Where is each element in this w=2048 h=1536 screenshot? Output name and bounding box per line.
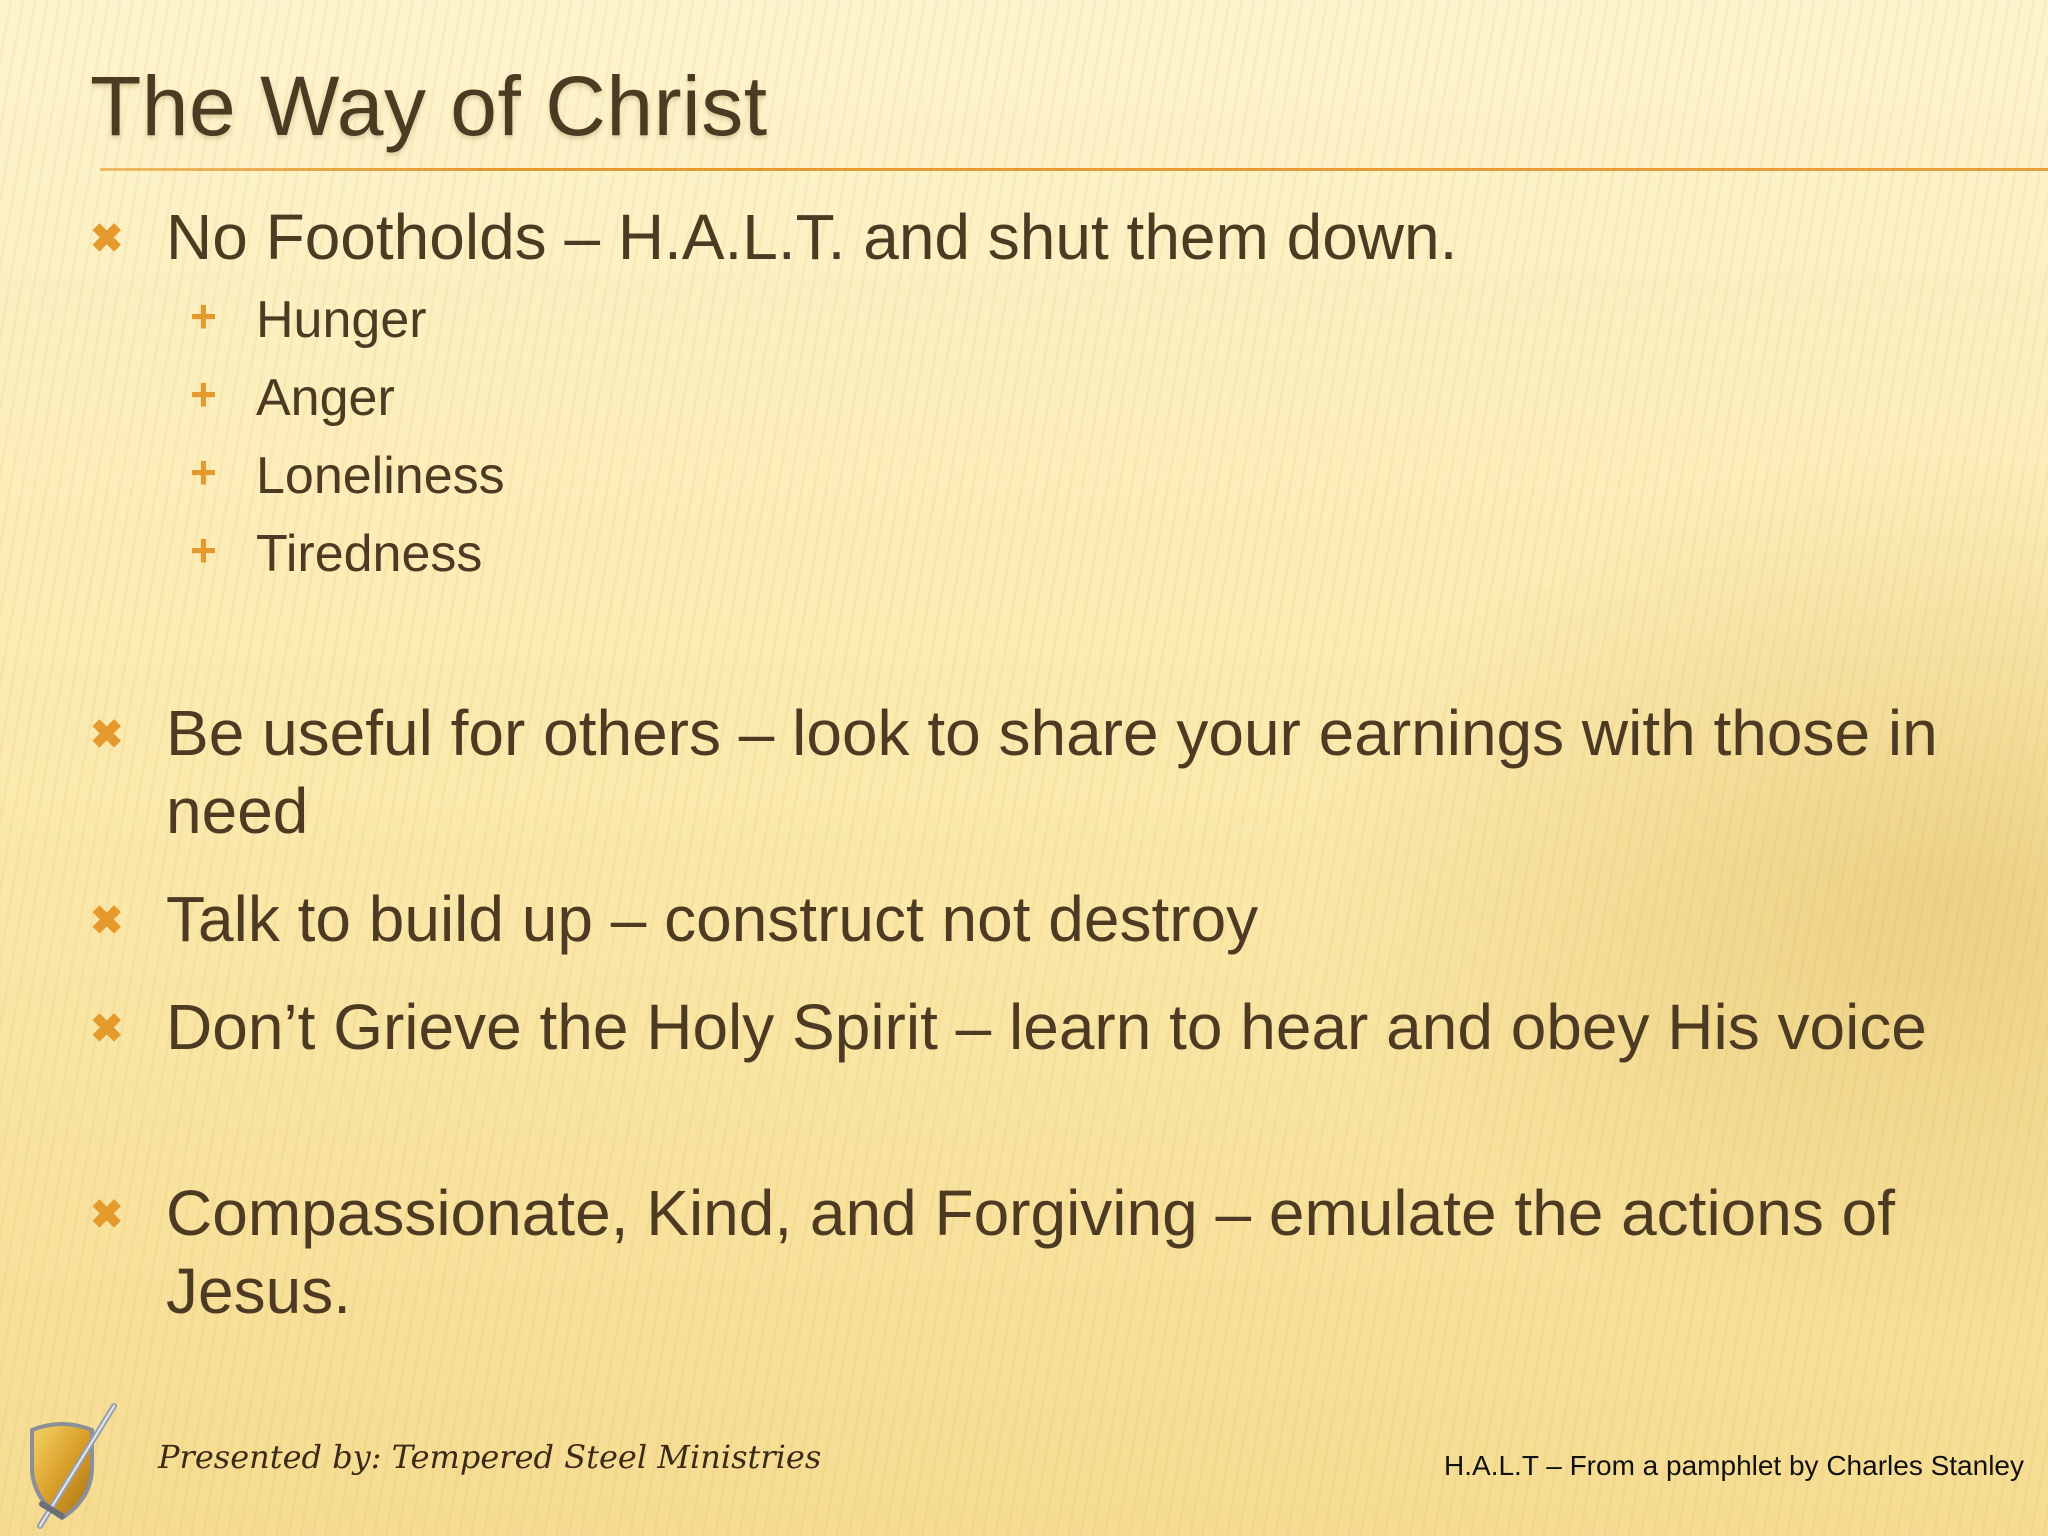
x-bullet-icon: ✖: [90, 1007, 124, 1051]
x-bullet-icon: ✖: [90, 713, 124, 757]
x-bullet-icon: ✖: [90, 217, 124, 261]
plus-bullet-icon: +: [190, 524, 217, 576]
sub-bullet-text: Loneliness: [256, 447, 505, 505]
bullet-text: Don’t Grieve the Holy Spirit – learn to hear and obey His voice: [166, 991, 1927, 1063]
plus-bullet-icon: +: [190, 290, 217, 342]
x-bullet-icon: ✖: [90, 1193, 124, 1237]
sub-bullet-text: Hunger: [256, 291, 427, 349]
bullet-text: Compassionate, Kind, and Forgiving – emulate the actions of Jesus.: [166, 1177, 1895, 1327]
title-divider: [100, 168, 2048, 171]
bullet-text: Talk to build up – construct not destroy: [166, 883, 1259, 955]
slide-title: The Way of Christ: [90, 59, 768, 153]
bullet-text: No Footholds – H.A.L.T. and shut them down.: [166, 201, 1458, 273]
sub-bullet-text: Tiredness: [256, 525, 483, 583]
plus-bullet-icon: +: [190, 368, 217, 420]
footer-source: H.A.L.T – From a pamphlet by Charles Stanley: [1444, 1450, 2024, 1481]
plus-bullet-icon: +: [190, 446, 217, 498]
x-bullet-icon: ✖: [90, 899, 124, 943]
footer-presenter: Presented by: Tempered Steel Ministries: [158, 1438, 822, 1476]
bullet-text: Be useful for others – look to share your earnings with those in need: [166, 697, 1938, 847]
shield-sword-logo-icon: [22, 1400, 122, 1534]
sub-bullet-text: Anger: [256, 369, 395, 427]
